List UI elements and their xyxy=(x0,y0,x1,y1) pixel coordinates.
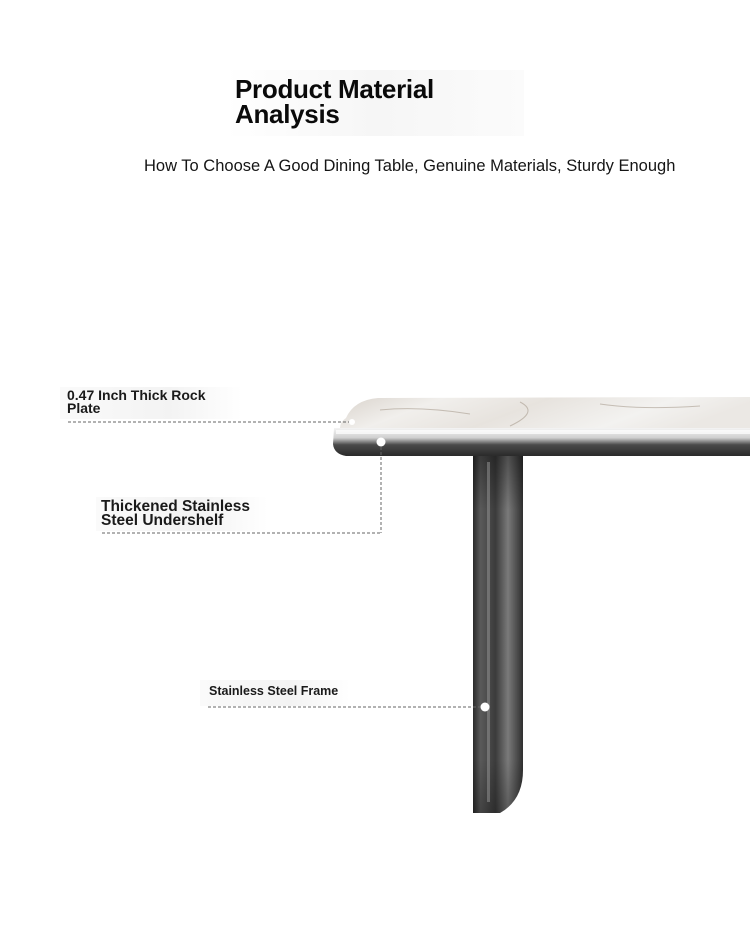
frame-label: Stainless Steel Frame xyxy=(209,684,339,698)
title-line-2: Analysis xyxy=(235,99,340,129)
marble-top-surface xyxy=(340,397,750,428)
rock-plate-label xyxy=(67,389,206,415)
title-line-1: Product Material xyxy=(235,74,434,104)
rock-plate-line-1: 0.47 Inch Thick Rock xyxy=(67,387,206,403)
edge-highlight xyxy=(336,430,750,434)
rock-plate-line-2: Plate xyxy=(67,400,101,416)
undershelf-label xyxy=(101,500,250,528)
undershelf-dot xyxy=(377,438,386,447)
undershelf-line-1: Thickened Stainless xyxy=(101,498,251,515)
page-subtitle: How To Choose A Good Dining Table, Genuine Materials, Sturdy Enough xyxy=(144,157,676,175)
table-leg-shade xyxy=(473,456,523,813)
leg-highlight xyxy=(487,462,490,802)
undershelf-line-2: Steel Undershelf xyxy=(101,512,224,529)
rock-plate-dot xyxy=(349,419,355,425)
frame-dot xyxy=(481,703,490,712)
